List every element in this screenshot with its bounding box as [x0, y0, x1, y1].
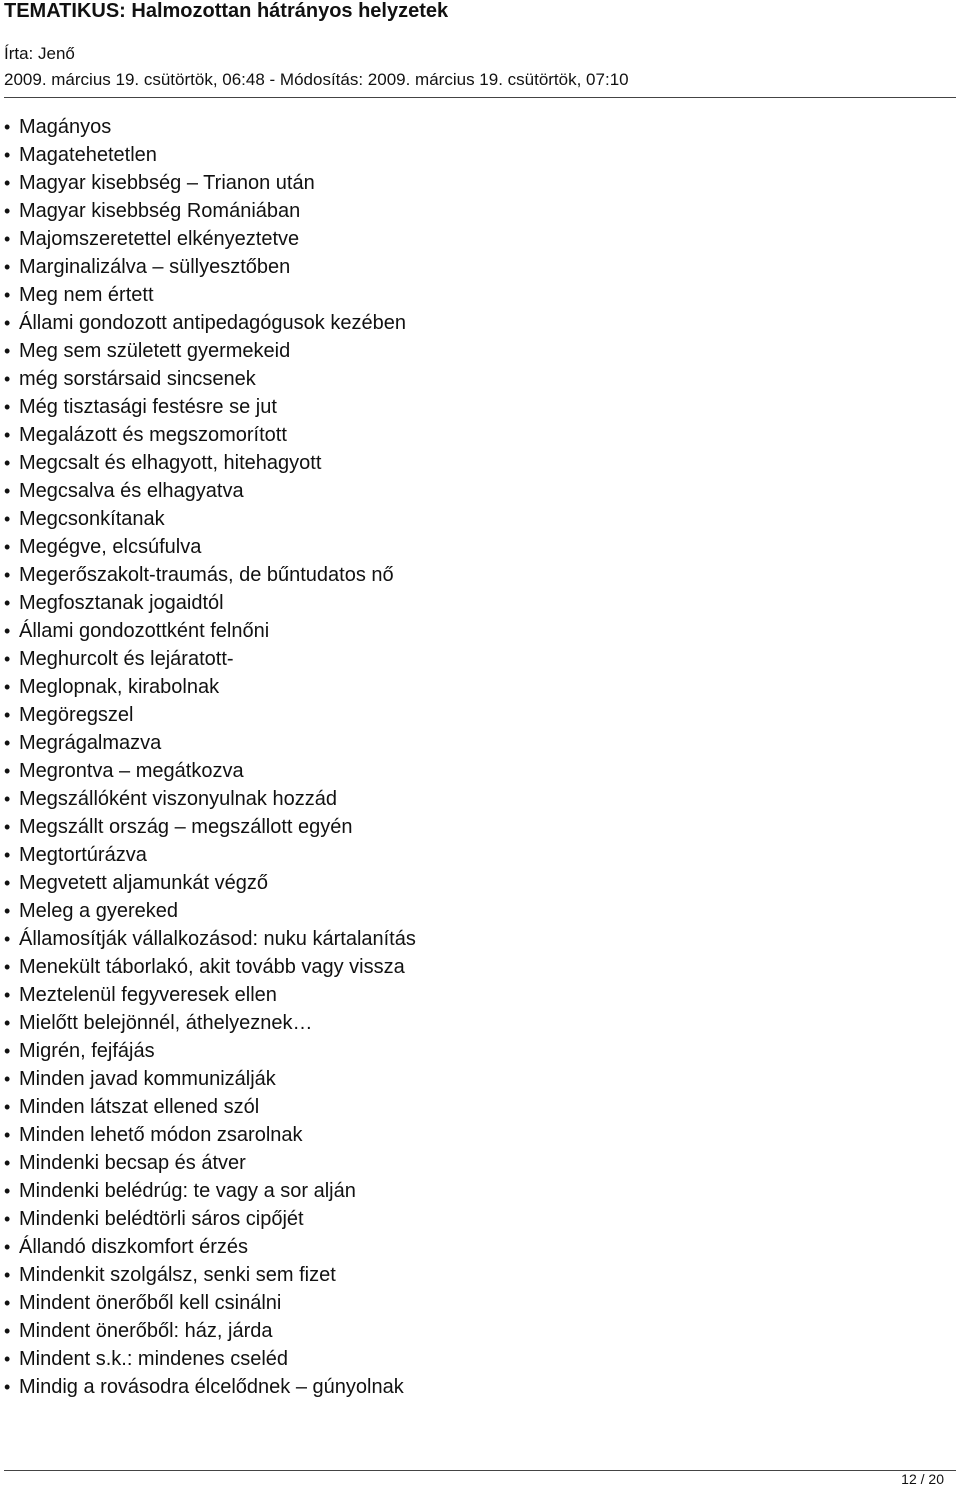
- list-item: [0, 1037, 416, 1065]
- list-item-text: Mindig a rovásodra élcelődnek – gúnyolnak: [19, 1376, 404, 1398]
- bullet-icon: •: [4, 173, 11, 193]
- list-item: [0, 589, 416, 617]
- bullet-icon: •: [4, 201, 11, 221]
- list-item: [0, 1233, 416, 1261]
- list-item: [0, 1149, 416, 1177]
- list-item-text: Megrontva – megátkozva: [19, 760, 244, 782]
- list-item-text: még sorstársaid sincsenek: [19, 368, 256, 390]
- list-item: [0, 1009, 416, 1037]
- list-item-text: Mindenki belédtörli sáros cipőjét: [19, 1208, 304, 1230]
- bullet-icon: •: [4, 873, 11, 893]
- list-item: [0, 1261, 416, 1289]
- list-item: [0, 337, 416, 365]
- list-item-text: Minden látszat ellened szól: [19, 1096, 260, 1118]
- list-item-text: Meglopnak, kirabolnak: [19, 676, 220, 698]
- bullet-icon: •: [4, 789, 11, 809]
- list-item: [0, 981, 416, 1009]
- list-item: [0, 841, 416, 869]
- list-item-text: Magányos: [19, 116, 112, 138]
- list-item-text: Államosítják vállalkozásod: nuku kártalanítás: [19, 928, 416, 950]
- list-item-text: Megfosztanak jogaidtól: [19, 592, 224, 614]
- list-item-text: Minden javad kommunizálják: [19, 1068, 276, 1090]
- list-item: [0, 1177, 416, 1205]
- list-item: [0, 785, 416, 813]
- list-item-text: Migrén, fejfájás: [19, 1040, 155, 1062]
- list-item-text: Mielőtt belejönnél, áthelyeznek…: [19, 1012, 313, 1034]
- list-item: [0, 1345, 416, 1373]
- list-item-text: Meg nem értett: [19, 284, 154, 306]
- list-item-text: Megtortúrázva: [19, 844, 147, 866]
- list-item: [0, 421, 416, 449]
- bullet-icon: •: [4, 565, 11, 585]
- list-item: [0, 645, 416, 673]
- list-item: [0, 1065, 416, 1093]
- bullet-icon: •: [4, 313, 11, 333]
- list-item: [0, 1093, 416, 1121]
- list-item: [0, 281, 416, 309]
- bullet-icon: •: [4, 677, 11, 697]
- list-item: [0, 869, 416, 897]
- list-item-text: Megszállt ország – megszállott egyén: [19, 816, 353, 838]
- bullet-icon: •: [4, 705, 11, 725]
- list-item: [0, 113, 416, 141]
- bullet-icon: •: [4, 817, 11, 837]
- list-item: [0, 253, 416, 281]
- list-item: [0, 197, 416, 225]
- list-item: [0, 925, 416, 953]
- list-item: [0, 309, 416, 337]
- list-item: [0, 169, 416, 197]
- page-title: TEMATIKUS: Halmozottan hátrányos helyzetek: [4, 0, 449, 22]
- bullet-icon: •: [4, 1237, 11, 1257]
- list-item-text: Mindent önerőből: ház, járda: [19, 1320, 273, 1342]
- bullet-icon: •: [4, 397, 11, 417]
- bullet-icon: •: [4, 761, 11, 781]
- bullet-icon: •: [4, 229, 11, 249]
- bullet-icon: •: [4, 1265, 11, 1285]
- list-item-text: Meleg a gyereked: [19, 900, 178, 922]
- list-item: [0, 1373, 416, 1401]
- bullet-icon: •: [4, 117, 11, 137]
- list-item: [0, 533, 416, 561]
- list-item: [0, 505, 416, 533]
- list-item-text: Állami gondozott antipedagógusok kezében: [19, 312, 406, 334]
- list-item: [0, 953, 416, 981]
- list-item-text: Még tisztasági festésre se jut: [19, 396, 277, 418]
- list-item: [0, 701, 416, 729]
- list-item: [0, 617, 416, 645]
- list-item: [0, 365, 416, 393]
- bullet-icon: •: [4, 845, 11, 865]
- bullet-icon: •: [4, 453, 11, 473]
- list-item: [0, 1121, 416, 1149]
- bullet-icon: •: [4, 957, 11, 977]
- list-item-text: Minden lehető módon zsarolnak: [19, 1124, 303, 1146]
- list-item: [0, 673, 416, 701]
- list-item: [0, 1317, 416, 1345]
- list-item-text: Állami gondozottként felnőni: [19, 620, 270, 642]
- page-number: 12 / 20: [901, 1471, 944, 1487]
- list-item-text: Megerőszakolt-traumás, de bűntudatos nő: [19, 564, 394, 586]
- list-item-text: Állandó diszkomfort érzés: [19, 1236, 248, 1258]
- bullet-icon: •: [4, 1041, 11, 1061]
- bullet-icon: •: [4, 1349, 11, 1369]
- list-item-text: Meghurcolt és lejáratott-: [19, 648, 234, 670]
- list-item: [0, 897, 416, 925]
- list-item: [0, 561, 416, 589]
- list-item-text: Megszállóként viszonyulnak hozzád: [19, 788, 337, 810]
- bullet-icon: •: [4, 341, 11, 361]
- bullet-icon: •: [4, 481, 11, 501]
- list-item-text: Mindenkit szolgálsz, senki sem fizet: [19, 1264, 336, 1286]
- bullet-icon: •: [4, 929, 11, 949]
- list-item-text: Megvetett aljamunkát végző: [19, 872, 269, 894]
- bullet-icon: •: [4, 593, 11, 613]
- bullet-icon: •: [4, 1013, 11, 1033]
- bullet-icon: •: [4, 285, 11, 305]
- list-item: [0, 477, 416, 505]
- list-item-text: Magatehetetlen: [19, 144, 157, 166]
- list-item-text: Megöregszel: [19, 704, 134, 726]
- bullet-icon: •: [4, 1321, 11, 1341]
- list-item: [0, 141, 416, 169]
- list-item-text: Mindenki becsap és átver: [19, 1152, 246, 1174]
- list-item-text: Magyar kisebbség – Trianon után: [19, 172, 315, 194]
- date-line: 2009. március 19. csütörtök, 06:48 - Módosítás: 2009. március 19. csütörtök, 07:10: [4, 70, 629, 89]
- bullet-icon: •: [4, 1069, 11, 1089]
- list-item-text: Megcsalt és elhagyott, hitehagyott: [19, 452, 322, 474]
- bullet-icon: •: [4, 425, 11, 445]
- list-item-text: Magyar kisebbség Romániában: [19, 200, 301, 222]
- bullet-icon: •: [4, 1293, 11, 1313]
- list-item: [0, 1289, 416, 1317]
- author-line: Írta: Jenő: [4, 44, 75, 63]
- list-item-text: Meg sem született gyermekeid: [19, 340, 291, 362]
- footer-divider: [4, 1470, 956, 1471]
- list-item-text: Menekült táborlakó, akit tovább vagy vissza: [19, 956, 405, 978]
- bullet-icon: •: [4, 1153, 11, 1173]
- list-item: [0, 729, 416, 757]
- bullet-icon: •: [4, 257, 11, 277]
- list-item-text: Mindent s.k.: mindenes cseléd: [19, 1348, 289, 1370]
- list-item-text: Marginalizálva – süllyesztőben: [19, 256, 291, 278]
- list-item-text: Megalázott és megszomorított: [19, 424, 287, 446]
- list-item-text: Mindenki belédrúg: te vagy a sor alján: [19, 1180, 356, 1202]
- entry-list: [0, 113, 416, 1401]
- bullet-icon: •: [4, 509, 11, 529]
- bullet-icon: •: [4, 649, 11, 669]
- list-item: [0, 449, 416, 477]
- bullet-icon: •: [4, 901, 11, 921]
- list-item-text: Mindent önerőből kell csinálni: [19, 1292, 282, 1314]
- bullet-icon: •: [4, 1181, 11, 1201]
- bullet-icon: •: [4, 733, 11, 753]
- list-item-text: Meztelenül fegyveresek ellen: [19, 984, 277, 1006]
- list-item-text: Megcsalva és elhagyatva: [19, 480, 244, 502]
- bullet-icon: •: [4, 1097, 11, 1117]
- bullet-icon: •: [4, 1209, 11, 1229]
- document-header: [4, 0, 956, 90]
- bullet-icon: •: [4, 369, 11, 389]
- list-item: [0, 757, 416, 785]
- bullet-icon: •: [4, 537, 11, 557]
- bullet-icon: •: [4, 985, 11, 1005]
- list-item-text: Megcsonkítanak: [19, 508, 165, 530]
- list-item: [0, 393, 416, 421]
- bullet-icon: •: [4, 1377, 11, 1397]
- list-item: [0, 1205, 416, 1233]
- bullet-icon: •: [4, 621, 11, 641]
- list-item: [0, 813, 416, 841]
- list-item-text: Megégve, elcsúfulva: [19, 536, 202, 558]
- list-item-text: Majomszeretettel elkényeztetve: [19, 228, 300, 250]
- list-item: [0, 225, 416, 253]
- list-item-text: Megrágalmazva: [19, 732, 162, 754]
- header-divider: [4, 97, 956, 98]
- bullet-icon: •: [4, 1125, 11, 1145]
- bullet-icon: •: [4, 145, 11, 165]
